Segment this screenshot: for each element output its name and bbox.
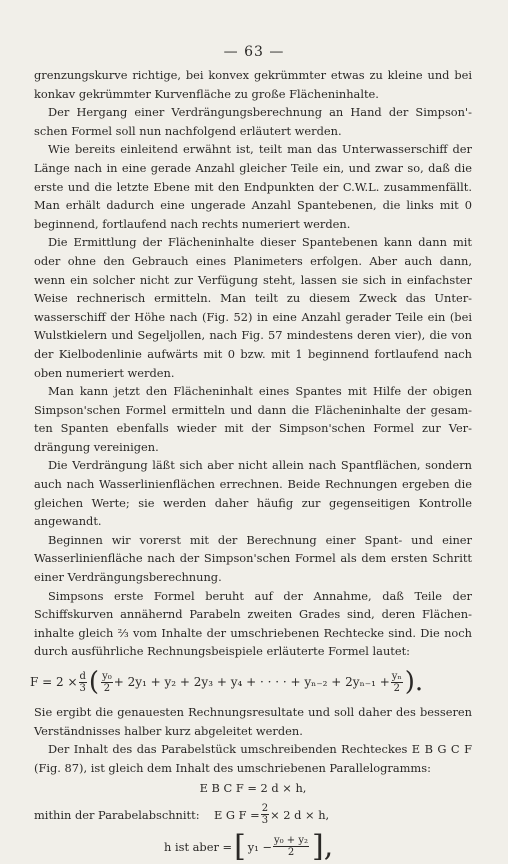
open-paren: (: [88, 667, 100, 697]
fraction-2-3: [261, 803, 269, 826]
fraction-denominator: 3: [261, 815, 269, 827]
fraction-yn-2: [391, 671, 403, 694]
fraction-numerator: y₀ + y₂: [273, 835, 309, 847]
equation-h: [34, 830, 472, 864]
fraction-numerator: y₀: [102, 670, 112, 682]
fraction-y0-2: [101, 671, 113, 694]
fraction-numerator: d: [79, 670, 86, 682]
simpson-formula: [30, 663, 472, 701]
fraction-denominator: 2: [103, 682, 111, 694]
fraction-numerator: yₙ: [391, 670, 402, 682]
paragraph: Wie bereits einleitend erwähnt ist, teilt man das Unterwasserschiff der Länge nach in eine gerade Anzahl gleicher Teile ein, und zwar so, daß die erste und die letzte Ebene mit den Endpunkten der C.W.L. zusammenfällt. Man erhält dadurch eine ungerade Anzahl Spantebenen, die links mit 0 beginnend, fortlaufend nach rechts numeriert werden.: [34, 142, 472, 231]
formula-lhs: F = 2 ×: [30, 674, 78, 689]
equation-rhs: × 2 d × h,: [270, 807, 330, 822]
close-bracket: ],: [312, 828, 334, 864]
fraction-y0y2-2: [273, 835, 309, 858]
fraction-denominator: 2: [287, 847, 295, 859]
fraction-d-3: [79, 671, 87, 694]
equation-ebcf: E B C F = 2 d × h,: [199, 781, 307, 796]
close-paren: ).: [404, 667, 424, 697]
page-number: — 63 —: [223, 44, 285, 60]
paragraph: Sie ergibt die genauesten Rechnungsresultate und soll daher des besseren Verständnisses halber kurz abgeleitet werden.: [34, 705, 472, 738]
equation-parabel: [34, 800, 472, 830]
paragraph: Beginnen wir vorerst mit der Berechnung einer Spant- und einer Wasserlinienfläche nach der Simpson'schen Formel als dem ersten Schritt einer Verdrängungsberechnung.: [34, 532, 472, 585]
equation-label: mithin der Parabelabschnitt:: [34, 807, 200, 822]
equation-lhs: E G F =: [214, 807, 260, 822]
paragraph: Die Verdrängung läßt sich aber nicht allein nach Spantflächen, sondern auch nach Wasserlinienflächen errechnen. Beide Rechnungen ergeben die gleichen Werte; sie werden daher häufig zur gegenseitigen Kontrolle angewandt.: [34, 458, 472, 529]
paragraph: Der Inhalt des das Parabelstück umschreibenden Rechteckes E B G C F (Fig. 87), ist gleich dem Inhalt des umschriebenen Parallelogramms:: [34, 742, 472, 775]
formula-middle: + 2y₁ + y₂ + 2y₃ + y₄ + · · · · + yₙ₋₂ + 2yₙ₋₁ +: [113, 674, 390, 689]
paragraph: Man kann jetzt den Flächeninhalt eines Spantes mit Hilfe der obigen Simpson'schen Formel ermitteln und dann die Flächeninhalte der gesamten Spanten ebenfalls wieder mit der Simpson'schen Formel zur Verdrängung vereinigen.: [34, 384, 472, 454]
paragraph: grenzungskurve richtige, bei konvex gekrümmter etwas zu kleine und bei konkav gekrümmter Kurvenfläche zu große Flächeninhalte.: [34, 68, 472, 101]
fraction-denominator: 3: [79, 682, 86, 694]
fraction-numerator: 2: [261, 803, 269, 815]
open-bracket: [: [234, 828, 246, 864]
paragraph: Der Hergang einer Verdrängungsberechnung an Hand der Simpson'schen Formel soll nun nachfolgend erläutert werden.: [34, 105, 472, 138]
body-text: [30, 66, 472, 864]
equation-label: h ist aber =: [164, 839, 233, 854]
fraction-denominator: 2: [393, 682, 400, 694]
paragraph: Die Ermittlung der Flächeninhalte dieser Spantebenen kann dann mit oder ohne den Gebrauch eines Planimeters erfolgen. Aber auch dann, wenn ein solcher nicht zur Verfügung steht, lassen sie sich in einfachster Weise rechnerisch ermitteln. Man teilt zu diesem Zweck das Unterwasserschiff der Höhe nach (Fig. 52) in eine Anzahl gerader Teile ein (bei Wulstkielern und Segeljollen, nach Fig. 57 mindestens deren vier), die von der Kielbodenlinie aufwärts mit 0 bzw. mit 1 beginnend fortlaufend nach oben numeriert werden.: [34, 235, 472, 380]
paragraph: Simpsons erste Formel beruht auf der Annahme, daß Teile der Schiffskurven annähernd Parabeln zweiten Grades sind, deren Flächeninhalte gleich ⅔ vom Inhalte der umschriebenen Rechtecke sind. Die noch durch ausführliche Rechnungsbeispiele erläuterte Formel lautet:: [34, 588, 472, 659]
equation-term: y₁ −: [247, 839, 272, 854]
